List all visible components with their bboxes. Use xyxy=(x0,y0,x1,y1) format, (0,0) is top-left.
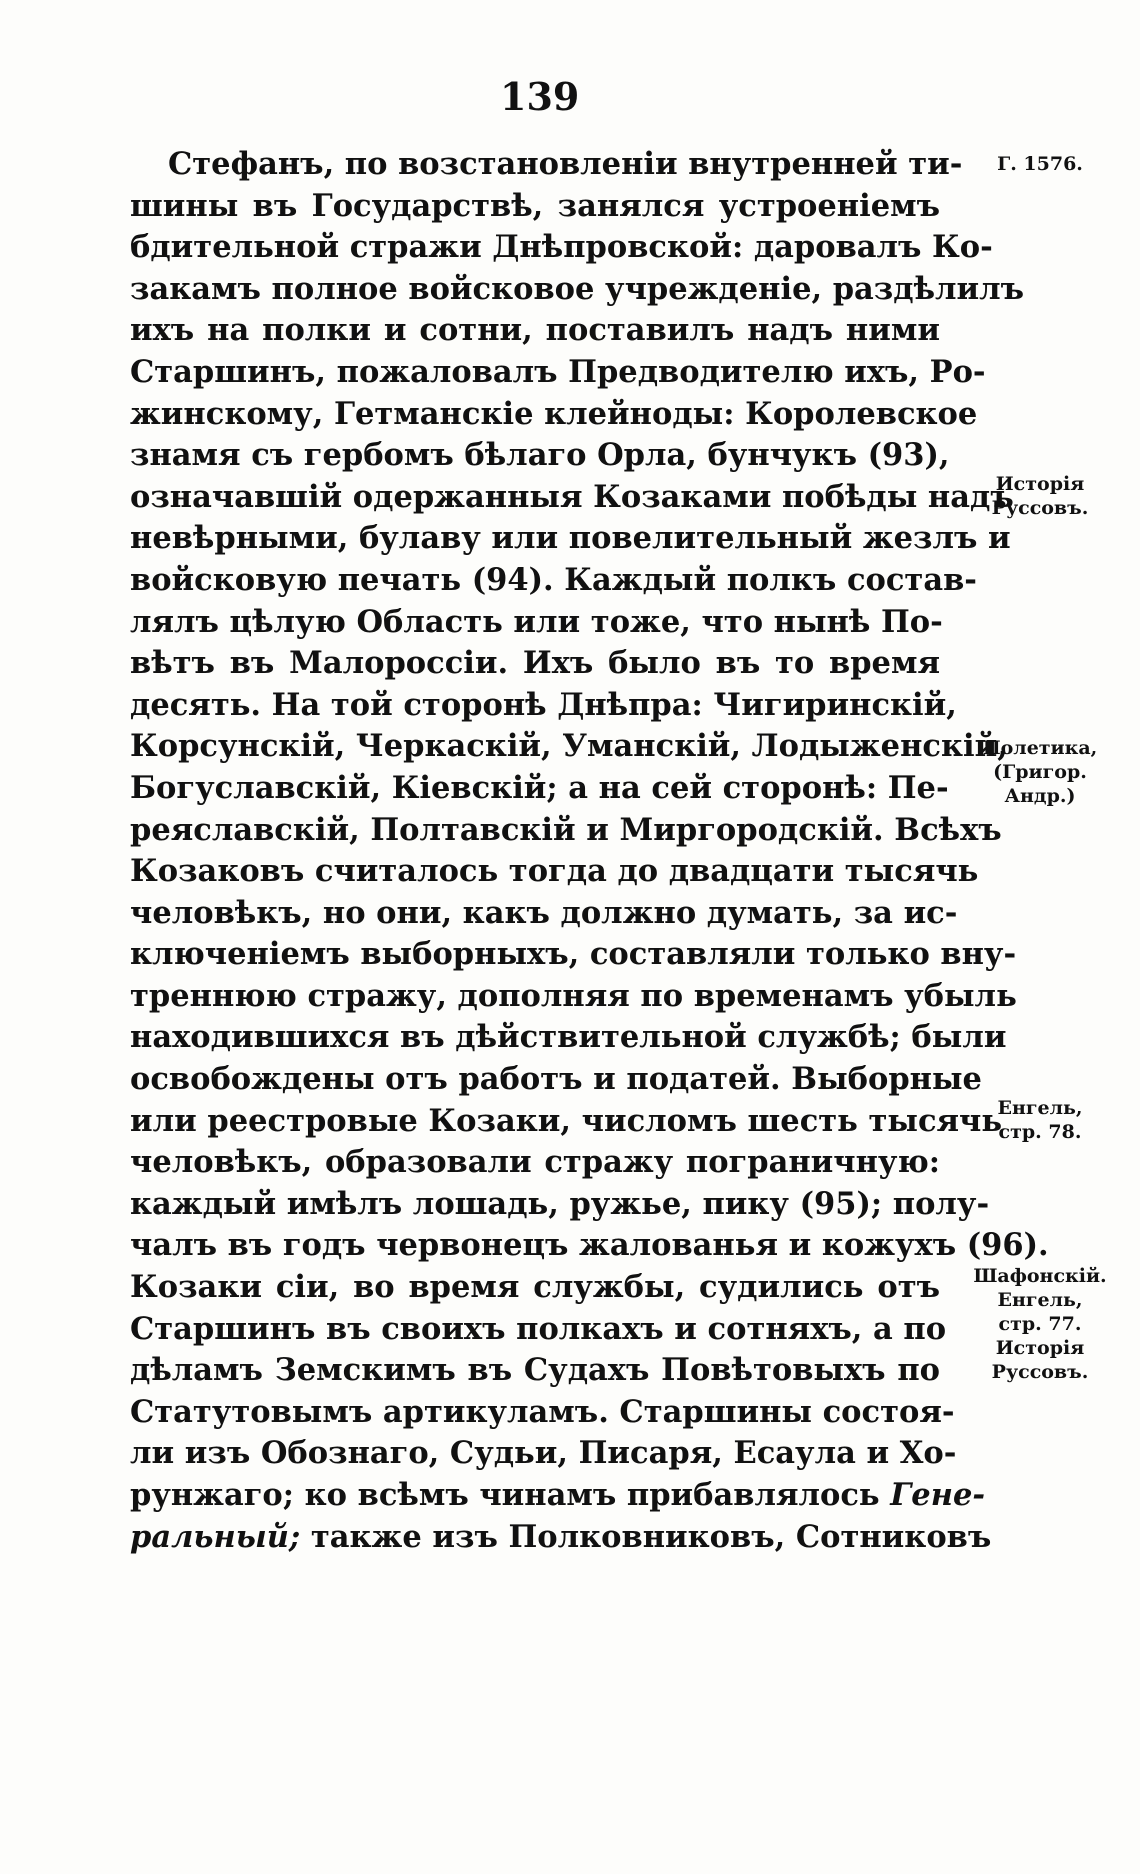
text-line-9: означавшій одержанныя Козаками побѣды надъ xyxy=(130,478,1014,515)
text-line-34 xyxy=(130,1517,992,1559)
text-line-24: или реестровые Козаки, числомъ шесть тысячь xyxy=(130,1102,1003,1139)
text-line-30: дѣламъ Земскимъ въ Судахъ Повѣтовыхъ по xyxy=(130,1352,940,1389)
text-line-4: закамъ полное войсковое учрежденіе, раздѣлилъ xyxy=(130,270,1025,307)
margin-note-year xyxy=(955,152,1125,176)
page-number: 139 xyxy=(500,74,580,119)
text-line-5: ихъ на полки и сотни, поставилъ надъ ними xyxy=(130,312,940,349)
text-line-16: Богуславскій, Кіевскій; а на сей сторонѣ: Пе- xyxy=(130,769,949,806)
text-line-3: бдительной стражи Днѣпровской: даровалъ Ко- xyxy=(130,229,993,266)
margin-note-shafonsky-line5: Руссовъ. xyxy=(991,1361,1089,1383)
margin-note-engel-78 xyxy=(955,1096,1125,1144)
italic-word-1: Гене- xyxy=(890,1477,986,1513)
italic-word-2: ральный; xyxy=(130,1518,301,1555)
text-line-31: Статутовымъ артикуламъ. Старшины состоя- xyxy=(130,1393,955,1430)
margin-note-poletika-line2: (Григор. xyxy=(993,761,1087,783)
text-line-19: человѣкъ, но они, какъ должно думать, за ис- xyxy=(130,894,958,931)
margin-note-istoriya-1 xyxy=(955,472,1125,520)
text-line-12: лялъ цѣлую Область или тоже, что нынѣ По- xyxy=(130,603,943,640)
margin-note-shafonsky-line1: Шафонскій. xyxy=(973,1265,1107,1287)
text-line-2: шины въ Государствѣ, занялся устроеніемъ xyxy=(130,187,940,224)
margin-note-shafonsky xyxy=(955,1264,1125,1384)
text-line-34-roman: также изъ Полковниковъ, Сотниковъ xyxy=(310,1518,992,1555)
text-line-6: Старшинъ, пожаловалъ Предводителю ихъ, Ро- xyxy=(130,353,986,390)
text-line-33 xyxy=(130,1475,986,1517)
text-line-8: знамя съ гербомъ бѣлаго Орла, бунчукъ (93), xyxy=(130,437,950,474)
text-line-32: ли изъ Обознаго, Судьи, Писаря, Есаула и Хо- xyxy=(130,1435,957,1472)
text-line-15: Корсунскій, Черкаскій, Уманскій, Лодыженскій, xyxy=(130,728,1008,765)
margin-note-poletika-line1: Полетика, xyxy=(982,737,1098,759)
margin-note-istoriya-1-line1: Исторія xyxy=(995,473,1085,495)
margin-note-shafonsky-line3: стр. 77. xyxy=(998,1313,1082,1335)
margin-note-poletika xyxy=(955,736,1125,808)
margin-note-year-text: Г. 1576. xyxy=(997,153,1083,175)
margin-note-engel-78-line1: Енгель, xyxy=(997,1097,1083,1119)
text-line-28: Козаки сіи, во время службы, судились отъ xyxy=(130,1269,940,1306)
text-line-13: вѣтъ въ Малороссіи. Ихъ было въ то время xyxy=(130,645,940,682)
margin-note-engel-78-line2: стр. 78. xyxy=(998,1121,1082,1143)
text-line-25: человѣкъ, образовали стражу пограничную: xyxy=(130,1144,940,1181)
margin-note-istoriya-1-line2: Руссовъ. xyxy=(991,497,1089,519)
text-line-1: Стефанъ, по возстановленіи внутренней ти- xyxy=(168,146,963,182)
margin-note-shafonsky-line2: Енгель, xyxy=(997,1289,1083,1311)
text-line-14: десять. На той сторонѣ Днѣпра: Чигиринскій, xyxy=(130,686,957,723)
text-line-20: ключеніемъ выборныхъ, составляли только вну- xyxy=(130,936,1017,973)
margin-note-shafonsky-line4: Исторія xyxy=(995,1337,1085,1359)
text-line-18: Козаковъ считалось тогда до двадцати тысячь xyxy=(130,853,979,890)
margin-note-poletika-line3: Андр.) xyxy=(1004,785,1076,807)
text-line-26: каждый имѣлъ лошадь, ружье, пику (95); полу- xyxy=(130,1185,990,1222)
text-line-17: реяславскій, Полтавскій и Миргородскій. Всѣхъ xyxy=(130,811,1002,848)
text-line-23: освобождены отъ работъ и податей. Выборные xyxy=(130,1061,982,1098)
text-line-33-roman: рунжаго; ко всѣмъ чинамъ прибавлялось xyxy=(130,1477,880,1513)
text-line-29: Старшинъ въ своихъ полкахъ и сотняхъ, а по xyxy=(130,1310,947,1347)
text-line-11: войсковую печать (94). Каждый полкъ состав- xyxy=(130,561,977,598)
text-line-27: чалъ въ годъ червонецъ жалованья и кожухъ (96). xyxy=(130,1227,1049,1264)
text-line-21: треннюю стражу, дополняя по временамъ убыль xyxy=(130,977,1017,1014)
text-line-7: жинскому, Гетманскіе клейноды: Королевское xyxy=(130,395,978,432)
text-line-10: невѣрными, булаву или повелительный жезлъ и xyxy=(130,520,1011,557)
text-line-22: находившихся въ дѣйствительной службѣ; были xyxy=(130,1019,1007,1056)
